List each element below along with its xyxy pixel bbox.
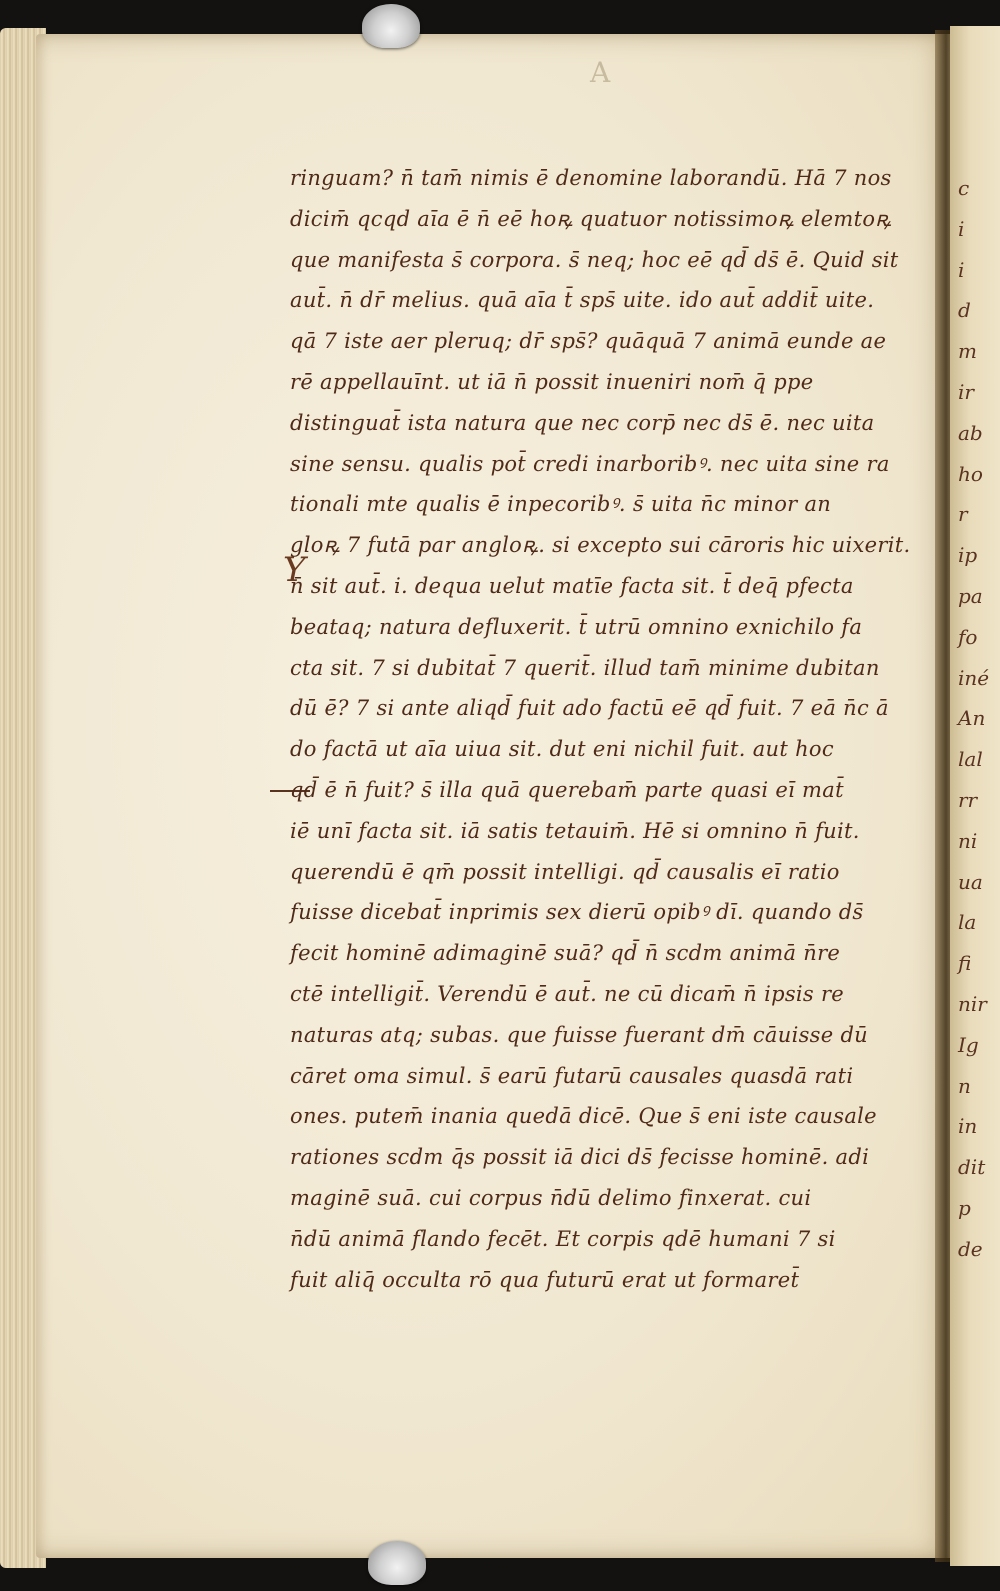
text-line: do factā ut aīa uiua sit. dut eni nichil fuit. aut hoc <box>290 737 834 762</box>
text-line: sine sensu. qualis pot̄ credi inarboribꝰ. nec uita sine ra <box>290 451 890 476</box>
text-line: tionali mte qualis ē inpecoribꝰ. s̄ uita n̄c minor an <box>290 492 832 517</box>
text-line: distinguat̄ ista natura que nec corp̄ nec ds̄ ē. nec uita <box>290 410 875 435</box>
marginal-initial: Y <box>283 550 306 590</box>
facing-page-fragment: fi <box>958 951 972 976</box>
facing-page-fragment: ir <box>958 380 974 404</box>
text-line: n̄dū animā flando fecēt. Et corpis qdē humani 7 si <box>290 1226 836 1251</box>
text-line: gloꝶ 7 futā par angloꝶ. si excepto sui cāroris hic uixerit. <box>290 533 911 558</box>
text-line: cta sit. 7 si dubitat̄ 7 querit̄. illud tam̄ minime dubitan <box>290 655 880 680</box>
text-line: cāret oma simul. s̄ earū futarū causales quasdā rati <box>290 1063 854 1088</box>
facing-page-fragment: iné <box>958 665 990 690</box>
facing-page-fragment: An <box>958 706 986 731</box>
facing-page-fragment: c <box>958 176 970 200</box>
facing-page-fragment: ab <box>958 420 983 445</box>
page-clip-top <box>362 4 420 48</box>
facing-page-fragment: i <box>958 216 965 241</box>
text-line: fecit hominē adimaginē suā? qd̄ n̄ scdm animā n̄re <box>290 941 841 966</box>
facing-page-fragment: la <box>958 910 977 935</box>
facing-page-fragment: rr <box>958 788 978 812</box>
folio-number: A <box>590 56 611 89</box>
text-line: beataq; natura defluxerit. t̄ utrū omnino exnichilo fa <box>290 614 863 639</box>
facing-page-fragment: lal <box>958 747 983 772</box>
text-column <box>290 158 920 1300</box>
text-line: rationes scdm q̄s possit iā dici ds̄ fecisse hominē. adi <box>290 1145 870 1170</box>
facing-page-fragment: n <box>958 1073 971 1098</box>
facing-page-fragment: fo <box>958 624 978 649</box>
text-line: qā 7 iste aer pleruq; dr̄ sps̄? quāquā 7 animā eunde ae <box>290 329 887 354</box>
text-line: qd̄ ē n̄ fuit? s̄ illa quā querebam̄ parte quasi eī mat̄ <box>290 777 844 802</box>
text-line: fuisse dicebat̄ inprimis sex dierū opibꝰ dī. quando ds̄ <box>290 900 864 925</box>
facing-page-fragment: r <box>958 502 968 527</box>
text-line: ctē intelligit̄. Verendū ē aut̄. ne cū dicam̄ n̄ ipsis re <box>290 981 845 1006</box>
text-line: maginē suā. cui corpus n̄dū delimo finxerat. cui <box>290 1185 812 1210</box>
facing-page-fragment: ip <box>958 543 978 568</box>
text-line: querendū ē qm̄ possit intelligi. qd̄ causalis eī ratio <box>290 859 840 884</box>
text-line: aut̄. n̄ dr̄ melius. quā aīa t̄ sps̄ uite. ido aut̄ addit̄ uite. <box>290 288 875 313</box>
text-line: ones. putem̄ inania quedā dicē. Que s̄ eni iste causale <box>290 1104 877 1129</box>
text-line: fuit aliq̄ occulta rō qua futurū erat ut formaret̄ <box>290 1267 800 1292</box>
text-line: n̄ sit aut̄. i. dequa uelut matīe facta sit. t̄ deq̄ pfecta <box>290 573 854 598</box>
text-line: iē unī facta sit. iā satis tetauim̄. Hē si omnino n̄ fuit. <box>290 818 860 843</box>
facing-page-fragment: pa <box>958 584 983 608</box>
facing-page-fragment: dit <box>958 1155 986 1180</box>
facing-page-fragment: p <box>958 1196 971 1220</box>
facing-page-fragment: m <box>958 339 977 364</box>
facing-page-fragment: d <box>958 298 971 323</box>
text-line: dū ē? 7 si ante aliqd̄ fuit ado factū eē qd̄ fuit. 7 eā n̄c ā <box>290 696 889 721</box>
facing-page-fragment: ua <box>958 869 983 894</box>
facing-page-fragment: i <box>958 257 965 282</box>
text-line: dicim̄ qcqd aīa ē n̄ eē hoꝶ quatuor notissimoꝶ elemtoꝶ <box>290 206 892 231</box>
facing-page-fragment: Ig <box>958 1032 979 1057</box>
text-line: naturas atq; subas. que fuisse fuerant dm̄ cāuisse dū <box>290 1022 869 1047</box>
page-clip-bottom <box>368 1541 426 1585</box>
facing-page-fragment: ni <box>958 828 978 853</box>
text-line: rē appellauīnt. ut iā n̄ possit inueniri nom̄ q̄ ppe <box>290 369 814 394</box>
text-line: que manifesta s̄ corpora. s̄ neq; hoc eē qd̄ ds̄ ē. Quid sit <box>290 247 899 272</box>
facing-page-fragment: in <box>958 1114 978 1139</box>
facing-page-fragment: ho <box>958 461 983 486</box>
facing-page-fragment: de <box>958 1236 983 1261</box>
facing-page-edge <box>950 26 1000 1566</box>
facing-page-fragment: nir <box>958 992 987 1016</box>
text-line: ringuam? n̄ tam̄ nimis ē denomine laborandū. Hā 7 nos <box>290 166 892 190</box>
